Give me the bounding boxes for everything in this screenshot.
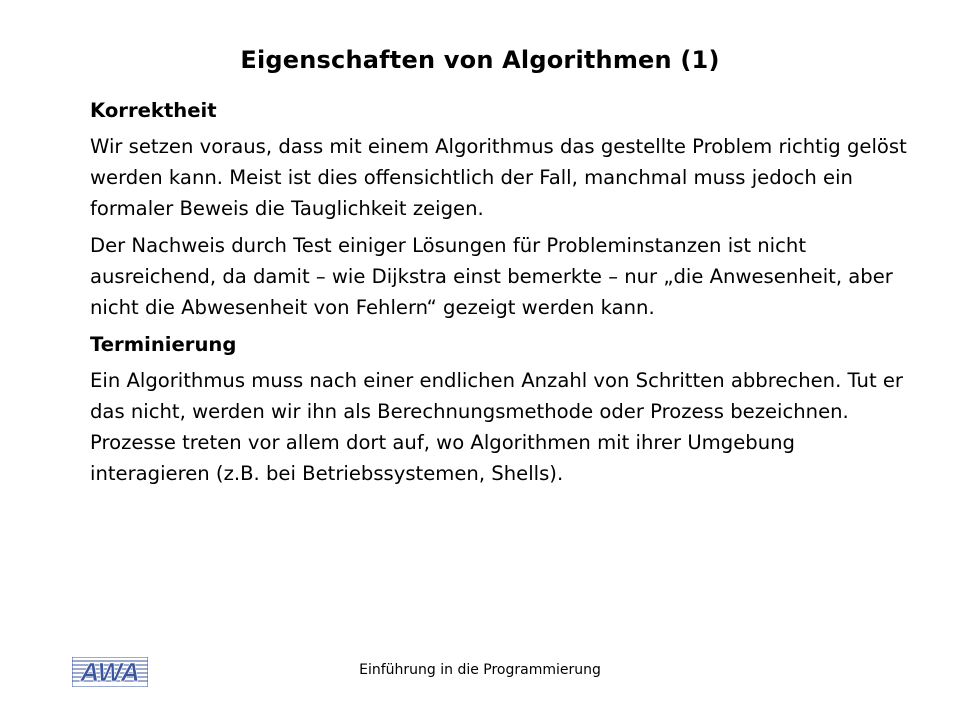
- footer-text: Einführung in die Programmierung: [359, 662, 601, 678]
- section-heading-korrektheit: Korrektheit: [90, 99, 217, 122]
- slide-title: Eigenschaften von Algorithmen (1): [240, 46, 720, 74]
- slide-content: [90, 95, 920, 495]
- korrektheit-paragraph-2: Der Nachweis durch Test einiger Lösungen für Probleminstanzen ist nicht ausreichend, da damit – wie Dijkstra einst bemerkte – nur „die Anwesenheit, aber nicht die Abwesenheit von Fehlern“ gezeigt werden kann.: [90, 234, 893, 319]
- logo-text: AWA: [80, 657, 140, 687]
- korrektheit-paragraph-1: Wir setzen voraus, dass mit einem Algorithmus das gestellte Problem richtig gelöst werden kann. Meist ist dies offensichtlich der Fall, manchmal muss jedoch ein formaler Beweis die Tauglichkeit zeigen.: [90, 135, 907, 220]
- section-heading-terminierung: Terminierung: [90, 333, 237, 356]
- terminierung-paragraph-1: Ein Algorithmus muss nach einer endlichen Anzahl von Schritten abbrechen. Tut er das nicht, werden wir ihn als Berechnungsmethode oder Prozess bezeichnen. Prozesse treten vor allem dort auf, wo Algorithmen mit ihrer Umgebung interagieren (z.B. bei Betriebssystemen, Shells).: [90, 369, 903, 485]
